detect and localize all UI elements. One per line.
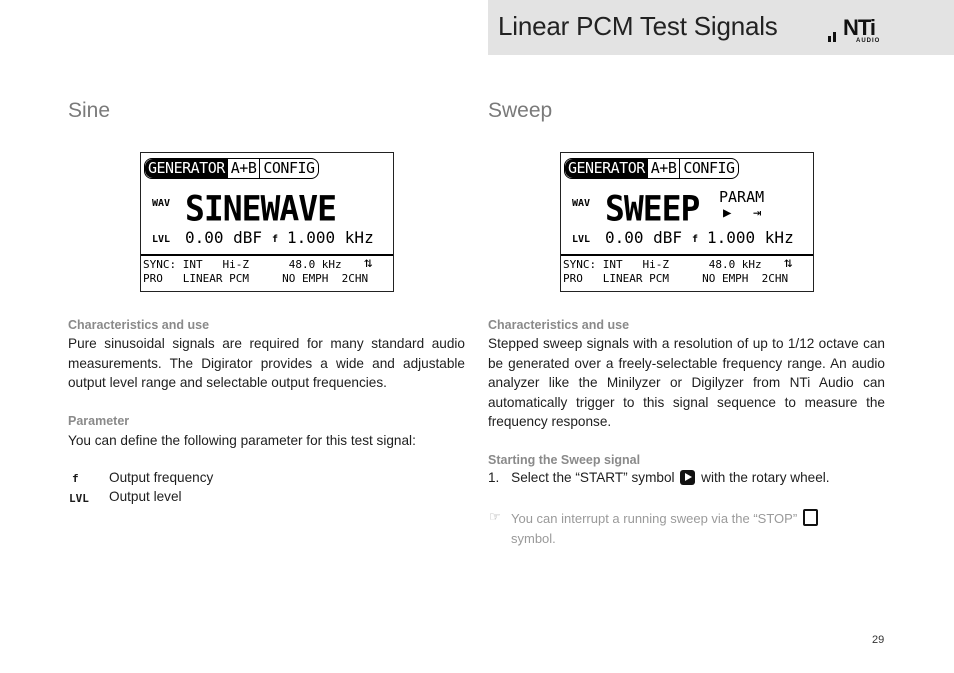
status-line-2: PRO LINEAR PCM NO EMPH 2CHN bbox=[563, 272, 789, 285]
note-hand-icon: ☞ bbox=[489, 509, 501, 524]
logo-text: NTi bbox=[843, 15, 876, 40]
logo-subtext: AUDIO bbox=[856, 38, 881, 44]
lcd-tab-bar bbox=[144, 158, 319, 179]
lcd-divider bbox=[561, 254, 813, 256]
status-line-1: SYNC: INT Hi-Z 48.0 kHz bbox=[563, 258, 762, 271]
freq-icon: f bbox=[692, 234, 699, 245]
sweep-lcd-screen bbox=[560, 152, 814, 292]
lcd-divider bbox=[141, 254, 393, 256]
waveform-name: SINEWAVE bbox=[185, 188, 336, 229]
lvl-label: LVL bbox=[152, 234, 171, 245]
sync-icon: ⇅ bbox=[364, 255, 373, 271]
page-title: Linear PCM Test Signals bbox=[498, 11, 778, 41]
frequency-param-icon: f bbox=[72, 472, 79, 485]
param-label: PARAM bbox=[719, 188, 765, 206]
sine-char-heading: Characteristics and use bbox=[68, 318, 210, 332]
param-output-frequency: Output frequency bbox=[109, 470, 214, 485]
level-value: 0.00 dBF bbox=[185, 228, 263, 247]
status-line-2: PRO LINEAR PCM NO EMPH 2CHN bbox=[143, 272, 369, 285]
frequency-value: 1.000 kHz bbox=[707, 228, 794, 247]
freq-icon: f bbox=[272, 234, 279, 245]
waveform-name: SWEEP bbox=[605, 188, 700, 229]
logo-bars bbox=[828, 24, 838, 42]
status-line-1: SYNC: INT Hi-Z 48.0 kHz bbox=[143, 258, 342, 271]
sweep-section-title: Sweep bbox=[488, 99, 553, 122]
step-text-post: with the rotary wheel. bbox=[701, 470, 830, 485]
sync-icon: ⇅ bbox=[784, 255, 793, 271]
lcd-tab-bar bbox=[564, 158, 739, 179]
level-param-icon: LVL bbox=[69, 492, 89, 505]
wav-label: WAV bbox=[572, 198, 591, 209]
page-number: 29 bbox=[872, 634, 885, 646]
sine-param-text: You can define the following parameter for this test signal: bbox=[68, 433, 416, 448]
step-number: 1. bbox=[488, 470, 500, 485]
sweep-start-heading: Starting the Sweep signal bbox=[488, 453, 641, 467]
page-header bbox=[488, 0, 954, 55]
sine-char-text: Pure sinusoidal signals are required for many standard audio measurements. The Digirator provides a wide and adjustable output level range and selectable output frequencies. bbox=[68, 336, 465, 390]
sweep-char-heading: Characteristics and use bbox=[488, 318, 630, 332]
tab-config: CONFIG bbox=[683, 159, 735, 177]
sine-param-heading: Parameter bbox=[68, 414, 130, 428]
tab-a-b: A+B bbox=[228, 159, 261, 178]
note-text-pre: You can interrupt a running sweep via the “STOP” bbox=[511, 511, 798, 526]
level-value: 0.00 dBF bbox=[605, 228, 683, 247]
tab-generator: GENERATOR bbox=[565, 159, 648, 178]
note-text-post: symbol. bbox=[511, 530, 556, 546]
wav-label: WAV bbox=[152, 198, 171, 209]
sweep-step-1 bbox=[488, 470, 830, 485]
stop-symbol-icon bbox=[803, 509, 818, 526]
start-symbol-icon bbox=[680, 470, 695, 485]
skip-end-icon: ⇥ bbox=[753, 205, 762, 221]
tab-generator: GENERATOR bbox=[145, 159, 228, 178]
sine-section-title: Sine bbox=[68, 99, 111, 122]
nti-audio-logo bbox=[828, 15, 888, 46]
frequency-value: 1.000 kHz bbox=[287, 228, 374, 247]
tab-a-b: A+B bbox=[648, 159, 681, 178]
sine-lcd-screen bbox=[140, 152, 394, 292]
sweep-note bbox=[511, 509, 871, 548]
sweep-char-text: Stepped sweep signals with a resolution of up to 1/12 octave can be generated over a freely-selectable frequency range. An audio analyzer like the Minilyzer or Digilyzer from NTi Audio can automatically trigger to this signal sequence to measure the frequency response. bbox=[488, 336, 885, 429]
lvl-label: LVL bbox=[572, 234, 591, 245]
step-text-pre: Select the “START” symbol bbox=[511, 470, 675, 485]
param-output-level: Output level bbox=[109, 489, 182, 504]
tab-config: CONFIG bbox=[263, 159, 315, 177]
start-icon: ▶ bbox=[723, 205, 732, 221]
